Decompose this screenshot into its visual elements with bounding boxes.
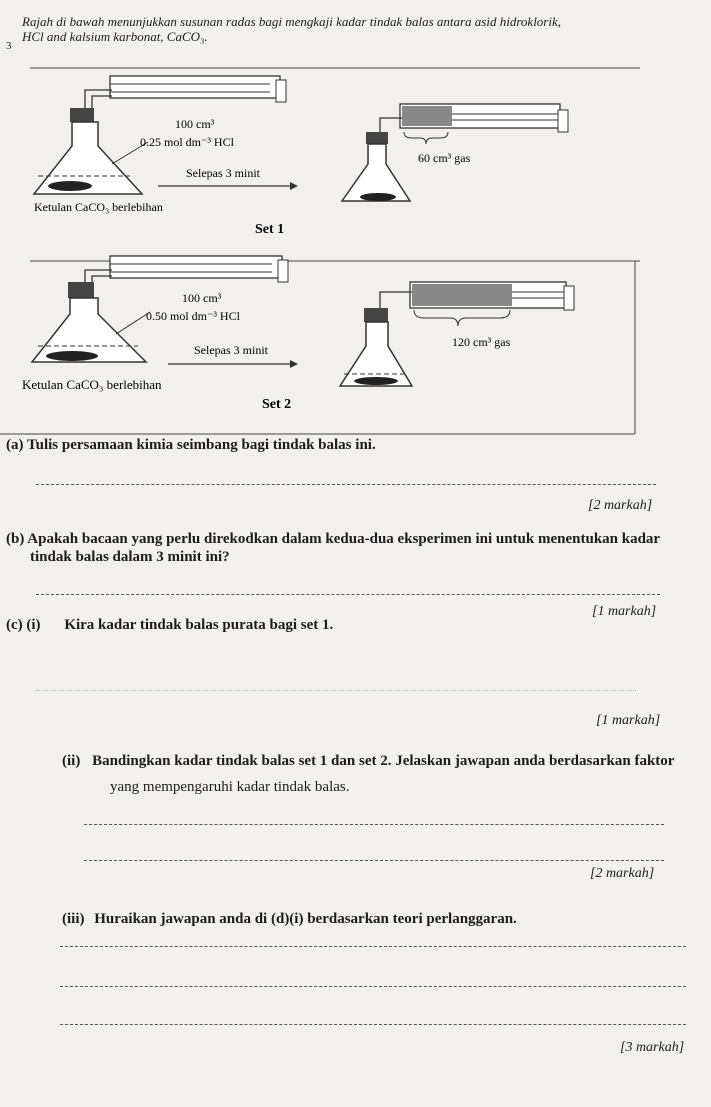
set2-volume: 100 cm³ xyxy=(182,291,222,305)
set2-arrow-label: Selepas 3 minit xyxy=(194,343,268,357)
set2-solid-label: Ketulan CaCO₃ berlebihan xyxy=(22,377,162,392)
marks-c-iii: [3 markah] xyxy=(620,1040,685,1055)
set2-title: Set 2 xyxy=(262,397,292,412)
set1-title: Set 1 xyxy=(255,222,285,237)
answer-line-c-iii-3[interactable] xyxy=(60,1024,686,1025)
question-b xyxy=(6,530,660,549)
question-a-label: (a) xyxy=(6,437,24,453)
answer-line-a[interactable] xyxy=(36,484,656,485)
question-c-i-text: Kira kadar tindak balas purata bagi set 1. xyxy=(64,617,334,633)
question-c-i-label: (c) (i) xyxy=(6,617,41,633)
marks-c-ii: [2 markah] xyxy=(590,866,655,881)
marks-c-i: [1 markah] xyxy=(596,713,661,728)
question-c-iii-label: (iii) xyxy=(62,911,85,927)
set2-gas: 120 cm³ gas xyxy=(452,335,511,349)
set1-arrow-label: Selepas 3 minit xyxy=(186,166,260,180)
marks-b: [1 markah] xyxy=(592,604,657,619)
question-intro xyxy=(22,14,682,44)
question-c-i xyxy=(6,616,333,635)
question-b-text-2: tindak balas dalam 3 minit ini? xyxy=(30,549,230,565)
question-number: 3 xyxy=(6,40,12,52)
question-c-ii-label: (ii) xyxy=(62,753,81,769)
answer-line-c-ii-1[interactable] xyxy=(84,824,664,825)
answer-line-c-iii-2[interactable] xyxy=(60,986,686,987)
intro-line-1: Rajah di bawah menunjukkan susunan radas bagi mengkaji kadar tindak balas antara asid hidroklorik, xyxy=(22,14,561,29)
set1-gas: 60 cm³ gas xyxy=(418,151,471,165)
question-c-ii-text-1: Bandingkan kadar tindak balas set 1 dan set 2. Jelaskan jawapan anda berdasarkan faktor xyxy=(92,753,675,769)
question-b-label: (b) xyxy=(6,531,25,547)
answer-line-c-iii-1[interactable] xyxy=(60,946,686,947)
marks-a: [2 markah] xyxy=(588,498,653,513)
question-a-text: Tulis persamaan kimia seimbang bagi tindak balas ini. xyxy=(26,437,376,453)
set1-volume: 100 cm³ xyxy=(175,117,215,131)
set1-arrowhead xyxy=(290,182,298,190)
answer-line-b[interactable] xyxy=(36,594,660,595)
apparatus-diagram xyxy=(0,56,640,436)
question-b-text-1: Apakah bacaan yang perlu direkodkan dalam kedua-dua eksperimen ini untuk menentukan kadar xyxy=(27,531,661,547)
question-c-ii-text-2: yang mempengaruhi kadar tindak balas. xyxy=(110,779,350,795)
question-c-ii xyxy=(62,752,674,771)
set1-solid-label: Ketulan CaCO₃ berlebihan xyxy=(34,200,163,214)
question-a xyxy=(6,436,376,455)
set1-concentration: 0.25 mol dm⁻³ HCl xyxy=(140,135,234,149)
set2-arrowhead xyxy=(290,360,298,368)
question-c-iii-text: Huraikan jawapan anda di (d)(i) berdasarkan teori perlanggaran. xyxy=(94,911,517,927)
answer-space-c-i[interactable] xyxy=(36,690,636,691)
question-c-iii xyxy=(62,910,517,929)
set2-after-apparatus xyxy=(340,282,574,386)
intro-line-2: HCl and kalsium karbonat, CaCO₃. xyxy=(22,29,208,44)
answer-line-c-ii-2[interactable] xyxy=(84,860,664,861)
set2-concentration: 0.50 mol dm⁻³ HCl xyxy=(146,309,240,323)
